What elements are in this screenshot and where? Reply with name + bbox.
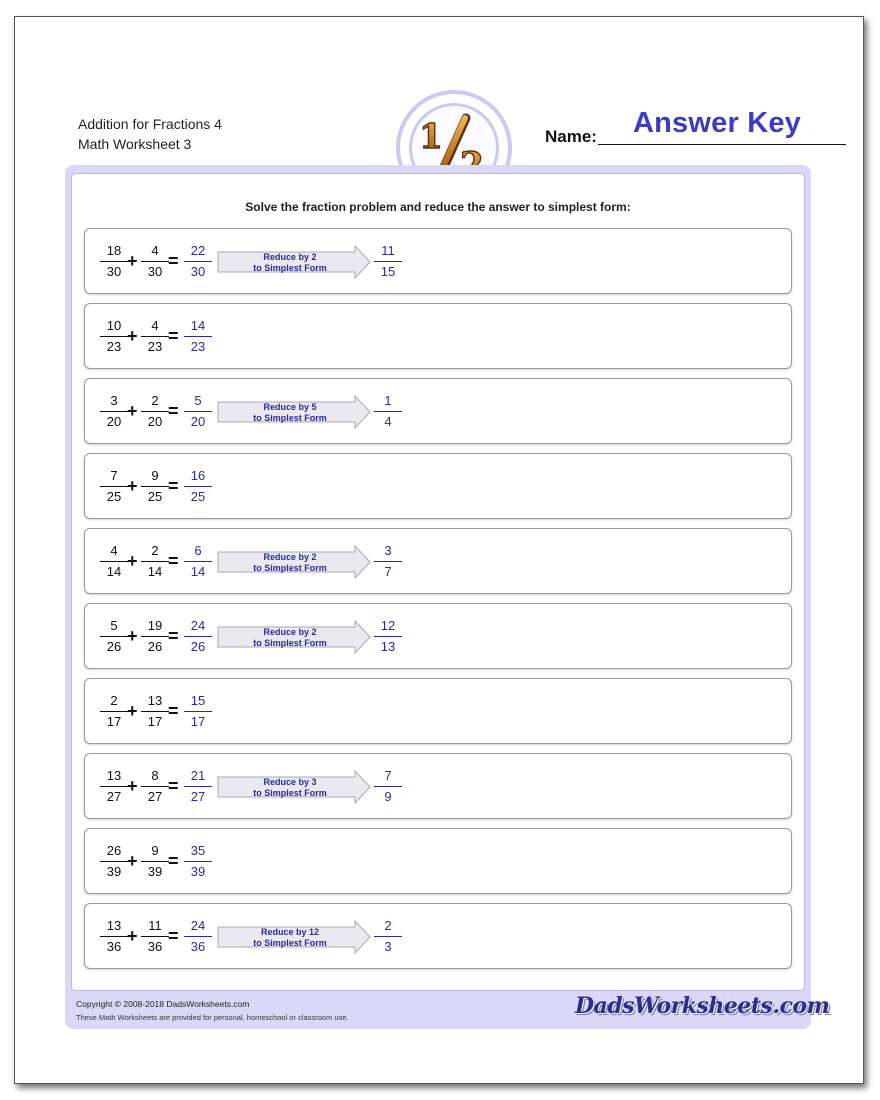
reduce-line-2: to Simplest Form (253, 938, 327, 948)
fraction-denominator: 14 (147, 564, 163, 579)
plus-sign: + (127, 251, 138, 271)
equals-sign: = (168, 626, 179, 646)
fraction-denominator: 23 (106, 339, 122, 354)
fraction-denominator: 36 (147, 939, 163, 954)
reduce-arrow (217, 245, 371, 279)
fraction-numerator: 13 (147, 693, 163, 708)
plus-sign: + (127, 926, 138, 946)
fraction-numerator: 21 (190, 768, 206, 783)
reduce-line-1: Reduce by 5 (263, 402, 317, 412)
reduce-label (217, 402, 363, 424)
fraction-denominator: 14 (106, 564, 122, 579)
fraction-numerator: 1 (384, 393, 392, 408)
sum-fraction (183, 318, 213, 355)
reduce-line-2: to Simplest Form (253, 638, 327, 648)
addend-a (99, 468, 129, 505)
fraction-bar (141, 861, 169, 862)
fraction-bar (100, 786, 128, 787)
reduce-line-2: to Simplest Form (253, 263, 327, 273)
sum-fraction (183, 918, 213, 955)
reduce-arrow (217, 920, 371, 954)
fraction-denominator: 27 (190, 789, 206, 804)
fraction-numerator: 9 (151, 843, 159, 858)
reduce-label (217, 552, 363, 574)
addend-b (140, 768, 170, 805)
fraction-bar (184, 486, 212, 487)
reduce-arrow (217, 770, 371, 804)
fraction-denominator: 20 (190, 414, 206, 429)
reduce-label (217, 627, 363, 649)
reduce-line-1: Reduce by 3 (263, 777, 317, 787)
fraction-bar (100, 861, 128, 862)
addend-b (140, 393, 170, 430)
addend-b (140, 843, 170, 880)
fraction-bar (141, 411, 169, 412)
fraction-numerator: 7 (384, 768, 392, 783)
addend-a (99, 618, 129, 655)
fraction-numerator: 16 (190, 468, 206, 483)
fraction-numerator: 35 (190, 843, 206, 858)
fraction-numerator: 24 (190, 918, 206, 933)
sum-fraction (183, 468, 213, 505)
fraction-numerator: 2 (151, 393, 159, 408)
fraction-denominator: 25 (106, 489, 122, 504)
reduce-arrow (217, 620, 371, 654)
reduce-line-2: to Simplest Form (253, 788, 327, 798)
footer-copyright: Copyright © 2008-2018 DadsWorksheets.com (76, 999, 250, 1009)
fraction-bar (184, 711, 212, 712)
simplified-fraction (373, 918, 403, 955)
fraction-denominator: 36 (190, 939, 206, 954)
fraction-numerator: 4 (151, 243, 159, 258)
fraction-bar (374, 561, 402, 562)
footer-note: These Math Worksheets are provided for personal, homeschool or classroom use. (76, 1013, 349, 1022)
fraction-denominator: 26 (147, 639, 163, 654)
addend-b (140, 918, 170, 955)
fraction-denominator: 13 (380, 639, 396, 654)
fraction-denominator: 25 (147, 489, 163, 504)
brand-logo[interactable]: DadsWorksheets.com (575, 993, 830, 1019)
fraction-numerator: 24 (190, 618, 206, 633)
sum-fraction (183, 618, 213, 655)
name-line (598, 144, 846, 145)
fraction-bar (100, 486, 128, 487)
fraction-numerator: 4 (110, 543, 118, 558)
fraction-numerator: 11 (148, 918, 162, 933)
fraction-denominator: 30 (106, 264, 122, 279)
fraction-numerator: 7 (110, 468, 118, 483)
fraction-numerator: 5 (194, 393, 202, 408)
worksheet-title: Addition for Fractions 4 (78, 116, 222, 132)
problem-row-2 (84, 303, 792, 369)
sum-fraction (183, 768, 213, 805)
sum-fraction (183, 543, 213, 580)
addend-a (99, 243, 129, 280)
fraction-denominator: 17 (106, 714, 122, 729)
fraction-bar (184, 861, 212, 862)
fraction-bar (141, 936, 169, 937)
fraction-bar (374, 636, 402, 637)
problem-frame (65, 165, 830, 1029)
fraction-numerator: 13 (106, 768, 122, 783)
fraction-bar (374, 411, 402, 412)
fraction-bar (184, 336, 212, 337)
addend-b (140, 243, 170, 280)
problem-row-9 (84, 828, 792, 894)
problem-row-7 (84, 678, 792, 744)
fraction-denominator: 36 (106, 939, 122, 954)
simplified-fraction (373, 393, 403, 430)
fraction-bar (100, 261, 128, 262)
problem-row-3 (84, 378, 792, 444)
fraction-denominator: 9 (384, 789, 392, 804)
reduce-arrow (217, 545, 371, 579)
fraction-bar (184, 561, 212, 562)
fraction-denominator: 7 (384, 564, 392, 579)
reduce-label (217, 252, 363, 274)
equals-sign: = (168, 701, 179, 721)
fraction-numerator: 13 (106, 918, 122, 933)
fraction-numerator: 2 (384, 918, 392, 933)
equals-sign: = (168, 851, 179, 871)
simplified-fraction (373, 243, 403, 280)
addend-a (99, 318, 129, 355)
addend-b (140, 318, 170, 355)
fraction-bar (184, 936, 212, 937)
sum-fraction (183, 693, 213, 730)
plus-sign: + (127, 626, 138, 646)
reduce-line-1: Reduce by 2 (263, 627, 317, 637)
fraction-bar (141, 486, 169, 487)
problem-row-8 (84, 753, 792, 819)
fraction-numerator: 2 (110, 693, 118, 708)
fraction-denominator: 23 (147, 339, 163, 354)
fraction-denominator: 39 (147, 864, 163, 879)
fraction-numerator: 11 (381, 243, 395, 258)
plus-sign: + (127, 851, 138, 871)
problem-row-1 (84, 228, 792, 294)
equals-sign: = (168, 251, 179, 271)
addend-a (99, 768, 129, 805)
problem-row-4 (84, 453, 792, 519)
fraction-denominator: 39 (190, 864, 206, 879)
fraction-numerator: 8 (151, 768, 159, 783)
fraction-bar (184, 411, 212, 412)
fraction-bar (374, 936, 402, 937)
addend-b (140, 543, 170, 580)
equals-sign: = (168, 926, 179, 946)
fraction-numerator: 26 (106, 843, 122, 858)
fraction-bar (141, 636, 169, 637)
problem-row-10 (84, 903, 792, 969)
fraction-numerator: 9 (151, 468, 159, 483)
addend-a (99, 693, 129, 730)
fraction-denominator: 30 (190, 264, 206, 279)
fraction-denominator: 26 (106, 639, 122, 654)
fraction-numerator: 6 (194, 543, 202, 558)
fraction-numerator: 3 (384, 543, 392, 558)
fraction-bar (100, 411, 128, 412)
fraction-numerator: 19 (147, 618, 163, 633)
addend-a (99, 843, 129, 880)
fraction-numerator: 18 (106, 243, 122, 258)
equals-sign: = (168, 476, 179, 496)
fraction-denominator: 20 (147, 414, 163, 429)
reduce-label (217, 927, 363, 949)
fraction-bar (374, 786, 402, 787)
reduce-line-2: to Simplest Form (253, 563, 327, 573)
fraction-bar (184, 261, 212, 262)
addend-b (140, 693, 170, 730)
simplified-fraction (373, 618, 403, 655)
equals-sign: = (168, 401, 179, 421)
plus-sign: + (127, 326, 138, 346)
problem-row-6 (84, 603, 792, 669)
reduce-line-1: Reduce by 2 (263, 552, 317, 562)
problem-panel (71, 173, 805, 991)
fraction-bar (184, 786, 212, 787)
fraction-denominator: 30 (147, 264, 163, 279)
fraction-numerator: 12 (380, 618, 396, 633)
fraction-numerator: 3 (110, 393, 118, 408)
simplified-fraction (373, 768, 403, 805)
fraction-denominator: 27 (147, 789, 163, 804)
plus-sign: + (127, 776, 138, 796)
fraction-denominator: 20 (106, 414, 122, 429)
instructions: Solve the fraction problem and reduce the answer to simplest form: (245, 200, 631, 214)
fraction-numerator: 15 (190, 693, 206, 708)
fraction-bar (100, 561, 128, 562)
fraction-bar (100, 336, 128, 337)
plus-sign: + (127, 401, 138, 421)
fraction-denominator: 3 (384, 939, 392, 954)
plus-sign: + (127, 551, 138, 571)
fraction-bar (184, 636, 212, 637)
addend-a (99, 543, 129, 580)
addend-a (99, 393, 129, 430)
reduce-line-1: Reduce by 12 (260, 927, 320, 937)
reduce-label (217, 777, 363, 799)
fraction-denominator: 39 (106, 864, 122, 879)
fraction-bar (374, 261, 402, 262)
answer-key-text: Answer Key (632, 107, 801, 139)
equals-sign: = (168, 326, 179, 346)
name-label: Name: (545, 127, 597, 146)
problem-row-5 (84, 528, 792, 594)
plus-sign: + (127, 701, 138, 721)
sum-fraction (183, 393, 213, 430)
worksheet-subtitle: Math Worksheet 3 (78, 136, 192, 152)
equals-sign: = (168, 551, 179, 571)
fraction-bar (100, 636, 128, 637)
fraction-denominator: 15 (380, 264, 396, 279)
badge-numerator: 1 (419, 117, 443, 157)
fraction-bar (100, 711, 128, 712)
addend-a (99, 918, 129, 955)
equals-sign: = (168, 776, 179, 796)
fraction-bar (141, 336, 169, 337)
plus-sign: + (127, 476, 138, 496)
fraction-denominator: 17 (190, 714, 206, 729)
sum-fraction (183, 243, 213, 280)
addend-b (140, 618, 170, 655)
fraction-bar (141, 786, 169, 787)
fraction-numerator: 22 (190, 243, 206, 258)
fraction-denominator: 25 (190, 489, 206, 504)
fraction-bar (141, 711, 169, 712)
fraction-denominator: 14 (190, 564, 206, 579)
reduce-line-2: to Simplest Form (253, 413, 327, 423)
reduce-arrow (217, 395, 371, 429)
fraction-denominator: 4 (384, 414, 392, 429)
fraction-bar (100, 936, 128, 937)
fraction-numerator: 14 (190, 318, 206, 333)
fraction-bar (141, 261, 169, 262)
fraction-numerator: 5 (110, 618, 118, 633)
fraction-denominator: 27 (106, 789, 122, 804)
fraction-denominator: 23 (190, 339, 206, 354)
fraction-numerator: 2 (151, 543, 159, 558)
fraction-bar (141, 561, 169, 562)
sum-fraction (183, 843, 213, 880)
fraction-numerator: 4 (151, 318, 159, 333)
addend-b (140, 468, 170, 505)
fraction-denominator: 26 (190, 639, 206, 654)
fraction-denominator: 17 (147, 714, 163, 729)
reduce-line-1: Reduce by 2 (263, 252, 317, 262)
simplified-fraction (373, 543, 403, 580)
fraction-numerator: 10 (106, 318, 122, 333)
